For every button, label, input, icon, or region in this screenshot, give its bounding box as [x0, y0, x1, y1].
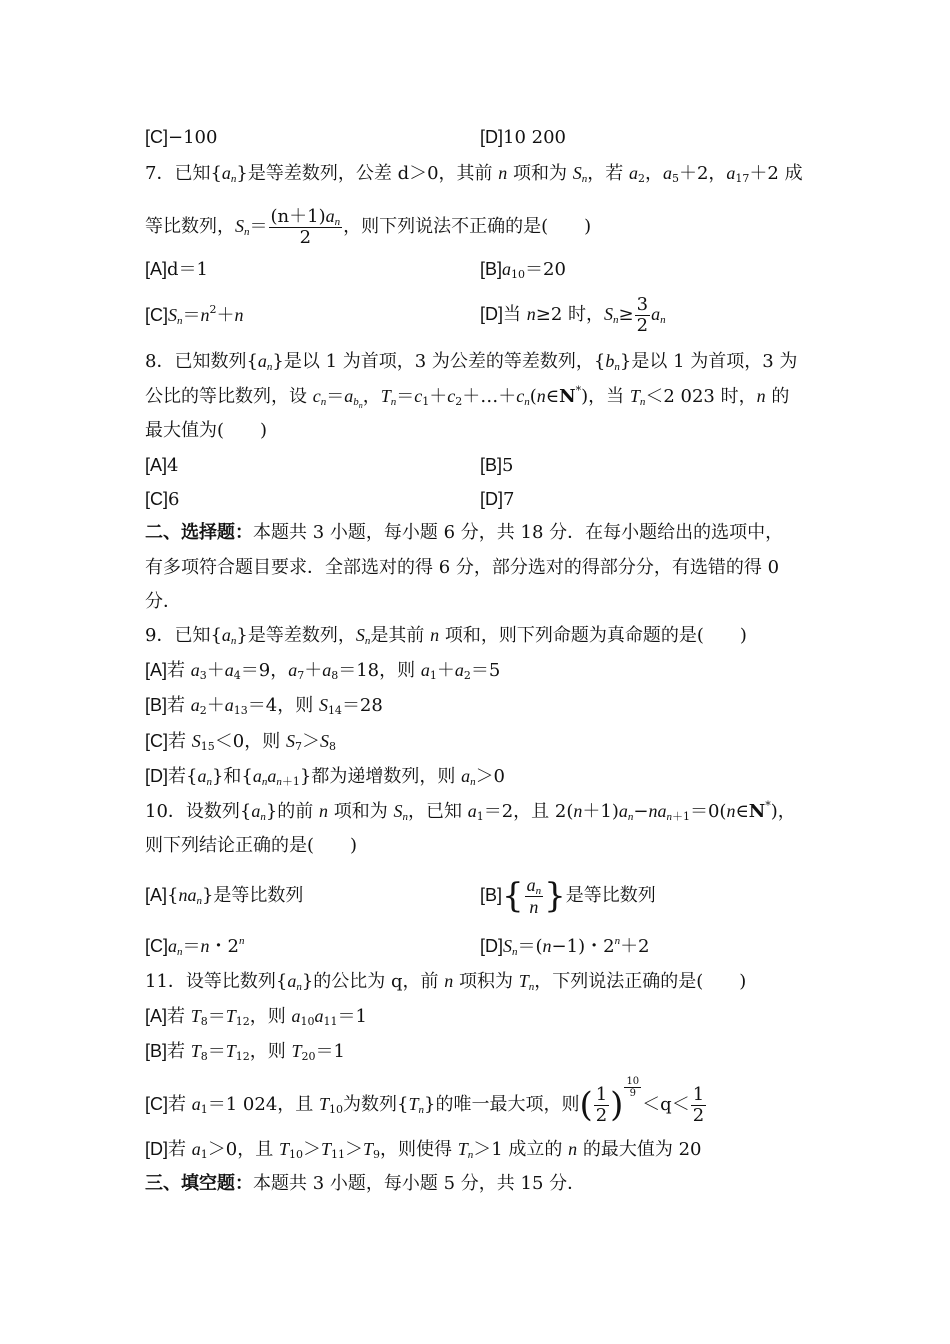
- q11-option-c: [C]若 $a_1=1$ 024，且 $T_{10}$为数列$\{T_n\}$的唯一最大项，则( $\frac{1}{2}$ ) $\frac{10}{9}$ ＜q＜ $\frac{1}{2}$: [145, 1076, 705, 1126]
- q7-option-c: $[C]S_n=n^2+n$: [145, 303, 244, 327]
- q11-option-d: [D]若 $a_1>0$，且 $T_{10}>T_{11}>T_9$，则使得 $T_n>1$ 成立的 n 的最大值为 20: [145, 1139, 702, 1161]
- section2-line2: 有多项符合题目要求．全部选对的得 6 分，部分选对的得部分分，有选错的得 0: [145, 557, 780, 578]
- q7-option-d: [D]当 n≥2 时，$S_n\ge$ $\frac{3}{2}$ $a_n$: [480, 293, 666, 336]
- section3-line1: 三、填空题：本题共 3 小题，每小题 5 分，共 15 分．: [145, 1173, 586, 1194]
- q7-stem-line1: 7．已知$\{a_n\}$是等差数列，公差 d＞0，其前 n 项和为 $S_n$，若 $a_2$，$a_5+2$，$a_{17}+2$ 成: [145, 163, 803, 185]
- section2-title: 二、选择题：: [145, 522, 253, 543]
- q10-option-d: $[D]S_n=(n-1)$・$2^n+2$: [480, 935, 650, 958]
- q10-option-a: $[A]\{na_n\}$是等比数列: [145, 885, 304, 907]
- q8-option-b: [B]5: [480, 455, 514, 476]
- q7-option-d-fraction: $\frac{3}{2}$: [636, 293, 649, 336]
- q6-option-d: [D]10 200: [480, 127, 566, 148]
- section2-line1: 二、选择题：本题共 3 小题，每小题 6 分，共 18 分．在每小题给出的选项中，: [145, 522, 784, 543]
- q11-stem: 11．设等比数列$\{a_n\}$的公比为 q，前 n 项积为 $T_n$，下列说法正确的是( ): [145, 971, 747, 993]
- q10-option-b: [B]{ $\frac{a_n}{n}$ }是等比数列: [480, 874, 656, 917]
- section3-title: 三、填空题：: [145, 1173, 253, 1194]
- q7-option-a: [A]d＝1: [145, 259, 208, 280]
- q7-stem-line2: 等比数列，$S_n=$ $\frac{(n+1)a_n}{2}$ ，则下列说法不正确的是( ): [145, 206, 592, 248]
- q7-fraction: $\frac{(n+1)a_n}{2}$: [270, 206, 341, 248]
- q7-option-b: $[B]a_{10}=20$: [480, 259, 566, 281]
- q9-stem: 9．已知$\{a_n\}$是等差数列，$S_n$是其前 n 项和，则下列命题为真命题的是( ): [145, 625, 747, 647]
- q11-option-c-base-fraction: $\frac{1}{2}$: [595, 1083, 608, 1126]
- q10-option-c: $[C]a_n=n$・2$^n$: [145, 935, 245, 958]
- q8-stem-line2: 公比的等比数列，设 $c_n=a_{b_n}$，$T_n=c_1+c_2+\dots+c_n(n\in N^*)$，当 $T_n<2$ 023 时，n 的: [145, 384, 790, 410]
- q10-option-b-fraction: $\frac{a_n}{n}$: [526, 874, 542, 917]
- q10-stem-line2: 则下列结论正确的是( ): [145, 835, 358, 856]
- q11-option-c-exponent: $\frac{10}{9}$: [626, 1076, 640, 1099]
- q9-option-d: [D]若$\{a_n\}$和$\{a_na_{n+1}\}$都为递增数列，则 $a_n>0$: [145, 766, 506, 788]
- q9-option-c: [C]若 $S_{15}<0$，则 $S_7>S_8$: [145, 731, 336, 753]
- q11-option-b: [B]若 $T_8=T_{12}$，则 $T_{20}=1$: [145, 1041, 345, 1063]
- q9-option-a: [A]若 $a_3+a_4=9$，$a_7+a_8=18$，则 $a_1+a_2=5$: [145, 660, 501, 682]
- q8-stem-line1: 8．已知数列$\{a_n\}$是以 1 为首项，3 为公差的等差数列，$\{b_n\}$是以 1 为首项，3 为: [145, 351, 798, 373]
- q6-option-c: [C]−100: [145, 127, 218, 148]
- q11-option-c-bound-fraction: $\frac{1}{2}$: [692, 1083, 705, 1126]
- q8-option-a: [A]4: [145, 455, 179, 476]
- q10-stem-line1: 10．设数列$\{a_n\}$的前 n 项和为 $S_n$，已知 $a_1=2$，且 $2(n+1)a_n-na_{n+1}=0(n\in N^*)$，: [145, 799, 796, 823]
- q8-option-c: [C]6: [145, 489, 180, 510]
- q11-option-a: [A]若 $T_8=T_{12}$，则 $a_{10}a_{11}=1$: [145, 1006, 367, 1028]
- q9-option-b: [B]若 $a_2+a_{13}=4$，则 $S_{14}=28$: [145, 695, 383, 717]
- q8-option-d: [D]7: [480, 489, 515, 510]
- q8-stem-line3: 最大值为( ): [145, 420, 268, 441]
- section2-line3: 分．: [145, 591, 181, 612]
